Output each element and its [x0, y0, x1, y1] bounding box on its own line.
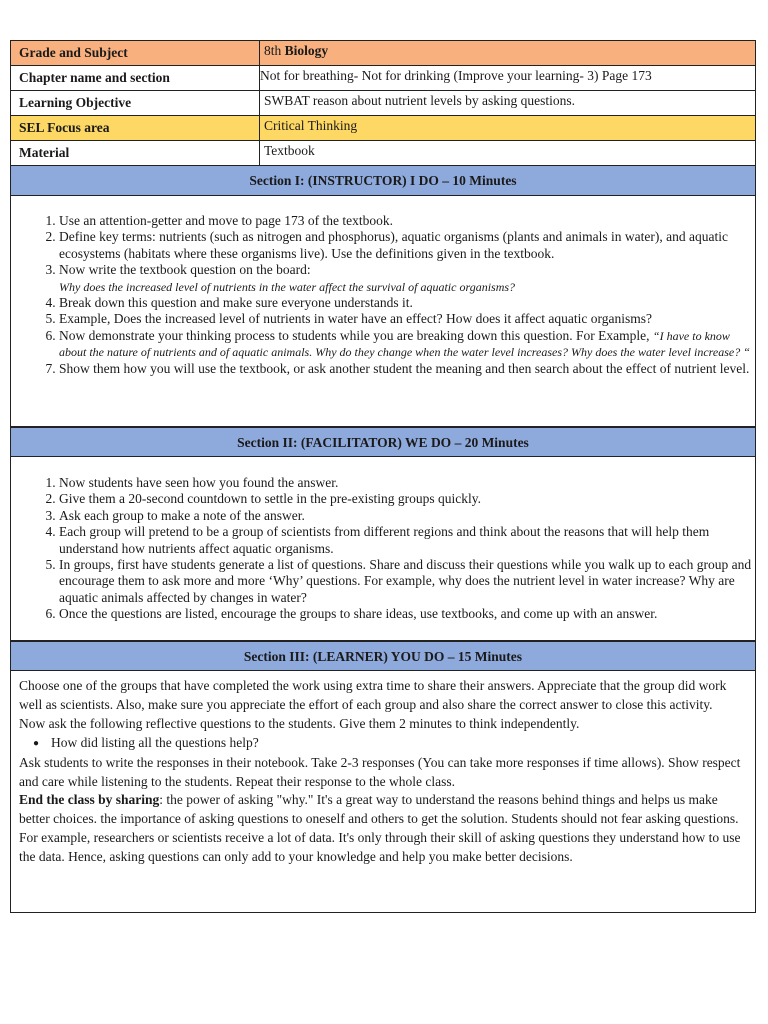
list-item: 6. Once the questions are listed, encourage the groups to share ideas, use textbooks, and come up with an answer. — [59, 606, 755, 622]
list-item: 1. Use an attention-getter and move to page 173 of the textbook. — [59, 213, 755, 229]
section-2-body — [10, 457, 756, 641]
list-item — [59, 328, 755, 361]
list-item — [59, 262, 755, 295]
thinking-quote: “I have to know about the nature of nutrients and of aquatic animals. Why do they change when the water level increases? Why does the water level increase? “ — [59, 328, 750, 360]
paragraph: Choose one of the groups that have completed the work using extra time to share their answers. Appreciate that the group did work well as scientists. Also, make sure you appreciate the effort of each group and also share the correct answer to close this activity. — [19, 678, 727, 712]
lesson-plan-document — [10, 40, 756, 913]
list-item: 2. Define key terms: nutrients (such as nitrogen and phosphorus), aquatic organisms (plants and animals in water), and aquatic ecosystems (habitats where these organisms live). Use the definitions given in the textbook. — [59, 229, 755, 262]
grade-value — [260, 41, 756, 66]
item-text: Now demonstrate your thinking process to students while you are breaking down this question. For Example, — [59, 327, 653, 343]
grade-subject: Biology — [284, 43, 329, 58]
sel-label: SEL Focus area — [11, 116, 260, 141]
chapter-value: Not for breathing- Not for drinking (Improve your learning- 3) Page 173 — [260, 66, 756, 91]
sel-value: Critical Thinking — [260, 116, 756, 141]
lesson-meta-table — [10, 40, 756, 166]
section-2-list — [11, 475, 755, 623]
paragraph: Ask students to write the responses in their notebook. Take 2-3 responses (You can take more responses if time allows). Show respect and care while listening to the students. Repeat their response to the whole class. — [19, 754, 741, 789]
section-1-body — [10, 196, 756, 427]
list-item: 5. Example, Does the increased level of nutrients in water have an effect? How does it affect aquatic organisms? — [59, 311, 755, 327]
list-item: 2. Give them a 20-second countdown to settle in the pre-existing groups quickly. — [59, 491, 755, 507]
material-row — [11, 141, 756, 166]
list-item: 4. Each group will pretend to be a group of scientists from different regions and think about the reasons that will help them understand how nutrients affect aquatic organisms. — [59, 524, 755, 557]
textbook-question: Why does the increased level of nutrients in the water affect the survival of aquatic organisms? — [59, 279, 516, 294]
reflective-questions — [19, 734, 747, 754]
list-item: 4. Break down this question and make sure everyone understands it. — [59, 295, 755, 311]
material-value: Textbook — [260, 141, 756, 166]
section-3-body — [10, 671, 756, 913]
list-item: 1. Now students have seen how you found the answer. — [59, 475, 755, 491]
chapter-label: Chapter name and section — [11, 66, 260, 91]
list-item: 5. In groups, first have students generate a list of questions. Share and discuss their questions while you walk up to each group and encourage them to ask more and more ‘Why’ questions. For example, why does the nutrient level in water increase? Why are aquatic animals affected by changes in water? — [59, 557, 755, 606]
section-2-header: Section II: (FACILITATOR) WE DO – 20 Minutes — [10, 427, 756, 457]
item-text: Now write the textbook question on the board: — [59, 262, 311, 278]
closing-paragraph — [19, 791, 747, 867]
closing-label: End the class by sharing — [19, 792, 160, 808]
objective-row — [11, 91, 756, 116]
section-1-list — [11, 213, 755, 377]
section-3-header: Section III: (LEARNER) YOU DO – 15 Minutes — [10, 641, 756, 671]
sel-row — [11, 116, 756, 141]
objective-label: Learning Objective — [11, 91, 260, 116]
paragraph: Now ask the following reflective questions to the students. Give them 2 minutes to think independently. — [19, 715, 580, 731]
list-item: ● How did listing all the questions help? — [53, 734, 747, 754]
grade-row — [11, 41, 756, 66]
objective-value: SWBAT reason about nutrient levels by asking questions. — [260, 91, 756, 116]
closing-text: : the power of asking "why." It's a great way to understand the reasons behind things and helps us make better choices. the importance of asking questions to oneself and others to get the solution. Students should not fear asking questions. For example, researchers or scientists receive a lot of data. It's only through their skill of asking questions they understand how to use the data. Hence, asking questions can only add to your knowledge and help you make better decisions. — [19, 792, 741, 865]
grade-label: Grade and Subject — [11, 41, 260, 66]
list-item: 3. Ask each group to make a note of the answer. — [59, 508, 755, 524]
list-item: 7. Show them how you will use the textbook, or ask another student the meaning and then search about the effect of nutrient level. — [59, 361, 755, 377]
section-1-header: Section I: (INSTRUCTOR) I DO – 10 Minutes — [10, 166, 756, 196]
grade-prefix: 8th — [264, 43, 285, 58]
material-label: Material — [11, 141, 260, 166]
chapter-row — [11, 66, 756, 91]
